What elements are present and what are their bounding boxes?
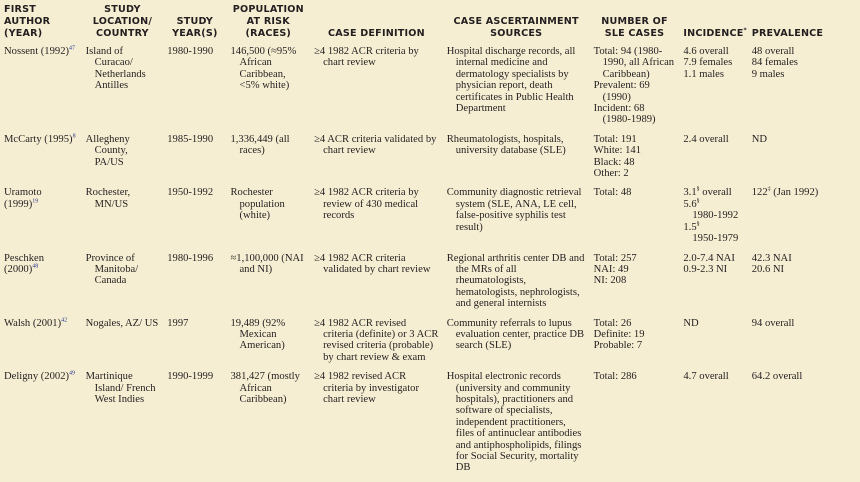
cell-definition bbox=[310, 134, 443, 188]
table-row bbox=[0, 371, 860, 482]
cell-location-text: Province of Manitoba/ Canada bbox=[85, 252, 139, 287]
header-population bbox=[226, 0, 310, 46]
cell-population-text: ≈1,100,000 (NAI and NI) bbox=[230, 252, 304, 275]
cell-location bbox=[82, 318, 164, 372]
cell-incidence bbox=[679, 371, 747, 482]
cell-author bbox=[0, 253, 82, 318]
header-line: FIRST AUTHOR bbox=[4, 4, 51, 27]
cell-population-text: 381,427 (mostly African Caribbean) bbox=[230, 371, 300, 405]
value: 122 bbox=[751, 187, 768, 199]
table-body bbox=[0, 46, 860, 482]
header-line: PREVALENCE bbox=[751, 28, 824, 39]
cell-prevalence bbox=[748, 187, 860, 252]
cell-cases-line: NI: 208 bbox=[593, 275, 627, 287]
table-row bbox=[0, 253, 860, 318]
cell-incidence-line: 2.4 overall bbox=[683, 133, 729, 145]
cell-cases bbox=[590, 134, 680, 188]
cell-years-text: 1997 bbox=[167, 317, 189, 329]
cell-location-text: Allegheny County, PA/US bbox=[85, 133, 130, 168]
cell-definition bbox=[310, 46, 443, 134]
cell-definition-text: ≥4 ACR criteria validated by chart review bbox=[314, 133, 437, 157]
header-line: LOCATION/ bbox=[92, 16, 153, 27]
cell-population-text: Rochester population (white) bbox=[230, 187, 285, 222]
author-name: Peschken (2000) bbox=[4, 252, 45, 275]
footnote-mark: * bbox=[743, 26, 747, 34]
cell-population-text: 1,336,449 (all races) bbox=[230, 133, 290, 157]
cell-definition-text: ≥4 1982 ACR criteria by review of 430 medical records bbox=[314, 187, 419, 222]
cell-author bbox=[0, 46, 82, 134]
value: 5.6 bbox=[683, 198, 697, 210]
author-name: Nossent (1992) bbox=[4, 46, 70, 57]
cell-cases-line: Total: 26 bbox=[593, 317, 632, 329]
cell-years bbox=[163, 318, 226, 372]
cell-author bbox=[0, 371, 82, 482]
value-suffix: overall bbox=[699, 187, 732, 199]
cell-sources bbox=[443, 318, 590, 372]
cell-population bbox=[226, 46, 310, 134]
cell-sources-text: Hospital discharge records, all internal medicine and dermatology specialists by physician report, death certificates in Public Health Department bbox=[446, 46, 576, 115]
cell-prevalence-line bbox=[752, 187, 856, 198]
header-line: STUDY bbox=[104, 4, 141, 15]
cell-location bbox=[82, 187, 164, 252]
cell-incidence bbox=[679, 46, 747, 134]
cell-location bbox=[82, 253, 164, 318]
period: 1950-1979 bbox=[692, 233, 739, 245]
cell-prevalence bbox=[748, 371, 860, 482]
cell-cases bbox=[590, 187, 680, 252]
header-line: COUNTRY bbox=[96, 28, 149, 39]
header-prevalence bbox=[748, 0, 860, 46]
cell-definition bbox=[310, 318, 443, 372]
header-line: STUDY bbox=[176, 16, 214, 27]
cell-incidence-line: 0.9-2.3 NI bbox=[683, 263, 728, 275]
cell-author bbox=[0, 318, 82, 372]
footnote-mark: § bbox=[696, 221, 700, 228]
cell-location bbox=[82, 46, 164, 134]
cell-incidence-line bbox=[683, 187, 743, 198]
header-line: NUMBER OF bbox=[601, 16, 668, 27]
period: 1980-1992 bbox=[692, 210, 739, 222]
cell-population bbox=[226, 187, 310, 252]
cell-definition-text: ≥4 1982 revised ACR criteria by investigator chart review bbox=[314, 371, 420, 405]
header-line: SOURCES bbox=[490, 28, 543, 39]
cell-cases-line: Black: 48 bbox=[593, 156, 635, 168]
reference-link[interactable]: 8 bbox=[72, 133, 76, 140]
cell-author bbox=[0, 187, 82, 252]
cell-years bbox=[163, 253, 226, 318]
header-line: CASE DEFINITION bbox=[328, 28, 425, 39]
cell-sources bbox=[443, 253, 590, 318]
cell-sources-text: Community diagnostic retrieval system (SLE, ANA, LE cell, false-positive syphilis test result) bbox=[446, 187, 582, 233]
header-line: SLE CASES bbox=[604, 28, 665, 39]
value-suffix: (Jan 1992) bbox=[770, 187, 819, 199]
reference-link[interactable]: 42 bbox=[61, 317, 68, 323]
cell-incidence-line: 4.7 overall bbox=[683, 371, 729, 383]
author-name: Deligny (2002) bbox=[4, 371, 70, 383]
cell-incidence-line: 1.1 males bbox=[683, 68, 724, 80]
cell-cases-line: Incident: 68 (1980-1989) bbox=[593, 103, 656, 126]
header-line: (YEAR) bbox=[4, 28, 43, 39]
cell-prevalence-line: 9 males bbox=[751, 68, 785, 80]
cell-population-text: 19,489 (92% Mexican American) bbox=[230, 317, 286, 352]
cell-cases-line: NAI: 49 bbox=[593, 263, 629, 275]
header-years bbox=[163, 0, 226, 46]
footnote-mark: § bbox=[696, 186, 700, 193]
cell-population bbox=[226, 371, 310, 482]
table-row bbox=[0, 318, 860, 372]
cell-prevalence bbox=[748, 318, 860, 372]
cell-years bbox=[163, 46, 226, 134]
cell-sources-text: Rheumatologists, hospitals, university database (SLE) bbox=[446, 133, 566, 157]
cell-incidence-line: 7.9 females bbox=[683, 57, 733, 69]
cell-definition-text: ≥4 1982 ACR revised criteria (definite) or 3 ACR revised criteria (probable) by chart review & exam bbox=[314, 317, 439, 363]
table-row bbox=[0, 134, 860, 188]
cell-definition bbox=[310, 253, 443, 318]
cell-incidence bbox=[679, 318, 747, 372]
reference-link[interactable]: 47 bbox=[69, 45, 76, 52]
cell-cases bbox=[590, 371, 680, 482]
cell-sources bbox=[443, 371, 590, 482]
cell-population bbox=[226, 134, 310, 188]
cell-incidence-line: 2.0-7.4 NAI bbox=[683, 252, 735, 264]
header-incidence bbox=[679, 0, 747, 46]
cell-sources-text: Hospital electronic records (university and community hospitals), practitioners and software of specialists, independent practitioners, files of antinuclear antibodies and antiphospholipids, filings for Social Security, mortality DB bbox=[446, 371, 582, 474]
header-line: (RACES) bbox=[245, 28, 292, 39]
cell-definition bbox=[310, 187, 443, 252]
cell-years-text: 1980-1996 bbox=[167, 252, 214, 264]
cell-sources bbox=[443, 46, 590, 134]
cell-cases bbox=[590, 253, 680, 318]
cell-location bbox=[82, 371, 164, 482]
cell-cases bbox=[590, 46, 680, 134]
cell-incidence-line bbox=[683, 222, 743, 233]
author-name: McCarty (1995) bbox=[4, 133, 73, 145]
header-line: CASE ASCERTAINMENT bbox=[453, 16, 579, 27]
cell-incidence-line: ND bbox=[683, 317, 699, 329]
header-line: INCIDENCE bbox=[683, 28, 744, 39]
cell-population bbox=[226, 318, 310, 372]
header-sources bbox=[443, 0, 590, 46]
table-row bbox=[0, 46, 860, 134]
reference-link[interactable]: 48 bbox=[32, 263, 39, 270]
cell-location-text: Nogales, AZ/ US bbox=[85, 317, 159, 329]
cell-definition bbox=[310, 371, 443, 482]
footnote-mark: § bbox=[696, 198, 700, 205]
header-row bbox=[0, 0, 860, 46]
cell-cases-line: Probable: 7 bbox=[593, 340, 643, 352]
value: 3.1 bbox=[683, 187, 697, 199]
cell-prevalence-line: 42.3 NAI bbox=[751, 252, 792, 264]
reference-link[interactable]: 49 bbox=[69, 370, 76, 377]
header-author bbox=[0, 0, 82, 46]
cell-prevalence bbox=[748, 253, 860, 318]
header-line: YEAR(S) bbox=[172, 28, 218, 39]
cell-population bbox=[226, 253, 310, 318]
cell-incidence-line bbox=[683, 199, 743, 210]
cell-location-text: Island of Curacao/ Netherlands Antilles bbox=[85, 46, 146, 92]
cell-definition-text: ≥4 1982 ACR criteria by chart review bbox=[314, 46, 419, 69]
cell-population-text: 146,500 (≈95% African Caribbean, <5% white) bbox=[230, 46, 297, 92]
cell-location-text: Martinique Island/ French West Indies bbox=[85, 371, 156, 405]
cell-years-text: 1950-1992 bbox=[167, 187, 214, 199]
cell-cases-line: Total: 257 bbox=[593, 252, 637, 264]
cell-sources-text: Regional arthritis center DB and the MRs of all rheumatologists, hematologists, nephrologists, and general internists bbox=[446, 252, 585, 310]
cell-years bbox=[163, 187, 226, 252]
cell-cases-line: Total: 48 bbox=[593, 187, 632, 199]
cell-prevalence bbox=[748, 134, 860, 188]
value: 1.5 bbox=[683, 221, 697, 233]
cell-cases bbox=[590, 318, 680, 372]
cell-incidence bbox=[679, 253, 747, 318]
cell-prevalence bbox=[748, 46, 860, 134]
cell-sources bbox=[443, 187, 590, 252]
cell-prevalence-line: 94 overall bbox=[751, 317, 795, 329]
cell-years bbox=[163, 371, 226, 482]
footnote-mark: ‡ bbox=[767, 186, 771, 193]
cell-cases-line: Total: 286 bbox=[593, 371, 637, 383]
header-location bbox=[82, 0, 164, 46]
cell-years-text: 1985-1990 bbox=[167, 133, 214, 145]
cell-author bbox=[0, 134, 82, 188]
header-definition bbox=[310, 0, 443, 46]
cell-years-text: 1980-1990 bbox=[167, 46, 214, 57]
cell-years bbox=[163, 134, 226, 188]
header-line: AT RISK bbox=[246, 16, 290, 27]
cell-cases-line: Other: 2 bbox=[593, 168, 629, 180]
author-name: Uramoto (1999) bbox=[4, 187, 42, 210]
cell-location-text: Rochester, MN/US bbox=[85, 187, 131, 210]
table-row bbox=[0, 187, 860, 252]
cell-incidence bbox=[679, 134, 747, 188]
cell-incidence bbox=[679, 187, 747, 252]
cell-prevalence-line: 84 females bbox=[751, 57, 798, 69]
cell-definition-text: ≥4 1982 ACR criteria validated by chart review bbox=[314, 252, 431, 275]
header-line: POPULATION bbox=[232, 4, 304, 15]
cell-years-text: 1990-1999 bbox=[167, 371, 214, 383]
cell-prevalence-line: ND bbox=[751, 133, 768, 145]
cell-incidence-line: 4.6 overall bbox=[683, 46, 729, 57]
cell-cases-line: Total: 191 bbox=[593, 133, 637, 145]
header-cases bbox=[590, 0, 680, 46]
author-name: Walsh (2001) bbox=[4, 317, 62, 329]
cell-sources bbox=[443, 134, 590, 188]
cell-cases-line: Prevalent: 69 (1990) bbox=[593, 80, 650, 103]
cell-sources-text: Community referrals to lupus evaluation center, practice DB search (SLE) bbox=[446, 317, 585, 352]
cell-cases-line: White: 141 bbox=[593, 145, 641, 157]
cell-cases-line: Definite: 19 bbox=[593, 328, 645, 340]
reference-link[interactable]: 19 bbox=[32, 198, 39, 205]
cell-prevalence-line: 20.6 NI bbox=[751, 263, 785, 275]
cell-prevalence-line: 64.2 overall bbox=[751, 371, 803, 383]
cell-location bbox=[82, 134, 164, 188]
cell-cases-line: Total: 94 (1980-1990, all African Caribbean) bbox=[593, 46, 675, 80]
cell-prevalence-line: 48 overall bbox=[751, 46, 795, 57]
